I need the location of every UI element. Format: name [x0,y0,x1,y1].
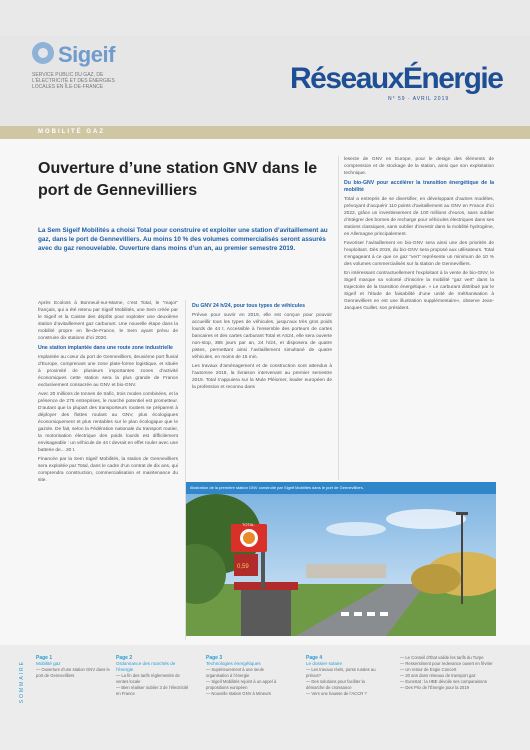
paragraph: En intéressant contractuellement l’exploitant à la vente de bio-GNV, le Sigeif marque sa volonté d’inscrire la mobilité “gaz vert” dans la trajectoire de la transition énergétique. « Le carburant distribué par le Sigeif et l’étude de faisabilité d’une unité de méthanisation à Gennevilliers en est une illustration supplémentaire», observe Jean-Jacques Guillet, son président. [344,271,494,311]
article-title: Ouverture d’une station GNV dans le port de Gennevilliers [38,160,318,199]
subheading: Du bio-GNV pour accélérer la transition énergétique de la mobilité [344,180,494,193]
toc-heading: Technologies énergétiques [206,661,261,666]
toc-heading: Mobilité gaz [36,661,61,666]
paragraph: Financée par la Sem Sigeif Mobilités, la station de Gennevilliers sera exploitée par Total, dans le cadre d’un contrat de dix ans, qui comprendra construction, commercialisation et maintenance du site. [38,457,178,483]
price-label: 0,59 [237,564,249,570]
toc-column-2 [116,655,191,697]
paragraph: Prévue pour ouvrir en 2019, elle est conçue pour pouvoir accueillir tous les types de véhicules, jusqu’aux très gros poids lourds de 44 t. Accessible à l’ensemble des porteurs de cartes bancaires et des cartes carburant Total et AS24, elle sera ouverte non-stop, 365 jours par an, 24 h/24, et disposera de quatre pistes, permettant ainsi l’avitaillement simultané de quatre véhicules, en moins de 15 min. [192,313,332,360]
logo-tagline: SERVICE PUBLIC DU GAZ, DE L'ÉLECTRICITÉ ET DES ÉNERGIES LOCALES EN ÎLE-DE-FRANCE [32,72,115,90]
toc-column-1 [36,655,111,679]
top-strip [0,0,530,36]
article-column-1 [38,300,178,600]
column-divider [338,156,339,480]
logo-name: Sigeif [58,42,115,67]
toc-items: — Les travaux réels, ponts rurales au prévus? — Des solutions pour faciliter la démarche de croissance — Vers une hausse de l’ACCR ? [306,667,376,696]
toc-items: — Ouverture d’une station GNV dans le port de Gennevilliers [36,667,110,678]
toc-page: Page 1 [36,655,53,661]
station-illustration [186,494,496,636]
paragraph: Après Ecoloss à Bonneuil-sur-Marne, c’est Total, le “major” français, qui a été retenu par Sigeif Mobilités, une Sem créée par le Sigeif et la Caisse des dépôts pour exploiter une deuxième station d’avitaillement gaz carburant. Une nouvelle étape dans la mobilité propre en Île-de-France, le Sem ayant prévu de construire dix stations d’ici 2020. [38,301,178,341]
toc-heading: Le dossier solaire [306,661,343,666]
sigeif-logo-icon [32,42,54,64]
subheading: Du GNV 24 h/24, pour tous types de véhicules [192,303,306,309]
paragraph: Favoriser l’avitaillement en bio-GNV sera ainsi une des priorités de l’exploitant. Dès 2019, du bio-GNV sera proposé aux utilisateurs. Total s’engageant à ce que ce gaz “vert” représente un minimum de 10 % des volumes commercialisés sur la station de Gennevilliers. [344,241,494,267]
paragraph: lesecte de GNV en Europe, pour le design des éléments de compression et de stockage de la station, ainsi que son exploitation technique. [344,157,494,176]
toc-page: Page 2 [116,655,133,661]
rubric-label: MOBILITÉ GAZ [38,129,105,135]
issue-number: N° 59 · AVRIL 2019 [388,96,450,102]
sigeif-logo [32,42,152,112]
paragraph: Avec 20 millions de tonnes de trafic, trois modes combinées, et la présence de 275 entreprises, le marché potentiel est prometteur. D’autant que la plupart des transporteurs routiers se préparent à déployer des flottes roulant au GNV, plus écologiques économiquement et plus rentables sur le plan écologique que le gazole. De fait, selon la Fédération nationale du transport routier, la motorisation électrique des poids lourds est difficilement envisageable : un véhicule de 44 t devrait en effet rouler avec une batterie de... 20 t. [38,392,178,453]
article-column-2 [192,300,332,500]
toc-items: — Le Conseil d’État valide les tarifs du Turpe — Ressentiment pour redevance ouvert en février — Un retour de Engie Concert — 20 ans dans réseaux de transport gaz — Eurostat : la HBE dévoile ses comparaisons — Des Prix de l’Énergie pour la 2019 [400,655,493,690]
toc-label: SOMMAIRE [19,660,25,704]
paragraph: Les travaux d’aménagement et de construction sont attendus à l’automne 2018, la livraison intervenant au premier semestre 2019. Total s’appuiera sur la Mule Pléiomer, leader européen de la profession et reconnu dans [192,364,332,390]
toc-column-3 [206,655,281,697]
toc-items: — La fin des tarifs réglementés de ventes locale — Bien réaliser oublier 3 de l’électricité en France [116,673,189,696]
toc-heading: Ordonnance des marchés de l’énergie [116,661,176,672]
article-column-3 [344,156,494,501]
subheading: Une station implantée dans une route zone industrielle [38,345,173,351]
toc-items: — Supérieurement à une seule organisation à l’énergie — Sigeif Mobilités rejoint à un appel à propositions européen — Nouvelle station GNV à Mineurs [206,667,277,696]
paragraph: Implantée au cœur du port de Gennevilliers, deuxième port fluvial d’Europe, comprenant une zone plate-forme logistique, et située à proximité de plusieurs importantes zones d’activité économiques cette station sera la plus grande de France exclusivement consacrée au GNV et bio-GNV. [38,355,178,388]
toc-page: Page 3 [206,655,223,661]
station-illustration-drawing [186,494,496,636]
article-lead: La Sem Sigeif Mobilités a choisi Total pour construire et exploiter une station d’avitaillement au gaz, dans le port de Gennevilliers. Au moins 10 % des volumes commercialisés seront assurés avec du gaz renouvelable. Ouverture dans moins d’un an, au premier semestre 2019. [38,227,328,252]
photo-caption: Illustration de la première station GNV construite par Sigeif Mobilités dans le port de Gennevilliers. [190,485,364,490]
paragraph: Total a entrepris de se diversifier, en développant d’autres modèles, prévoyant d’acquérir 110 points d’avitaillement au GNV en France d’ici 2022, grâce un investissement de 100 millions d’euros, sans oublier d’intégrer des bornes de recharge pour véhicules électriques dans ses stations classiques, sans oublier d’investir dans la mobilité hydrogène, en Allemagne principalement. [344,197,494,237]
toc-page: Page 4 [306,655,323,661]
toc-column-4 [306,655,381,697]
totem-label: TOTAL [242,522,255,527]
toc-column-5 [400,655,500,691]
publication-title: RéseauxÉnergie [290,62,503,95]
